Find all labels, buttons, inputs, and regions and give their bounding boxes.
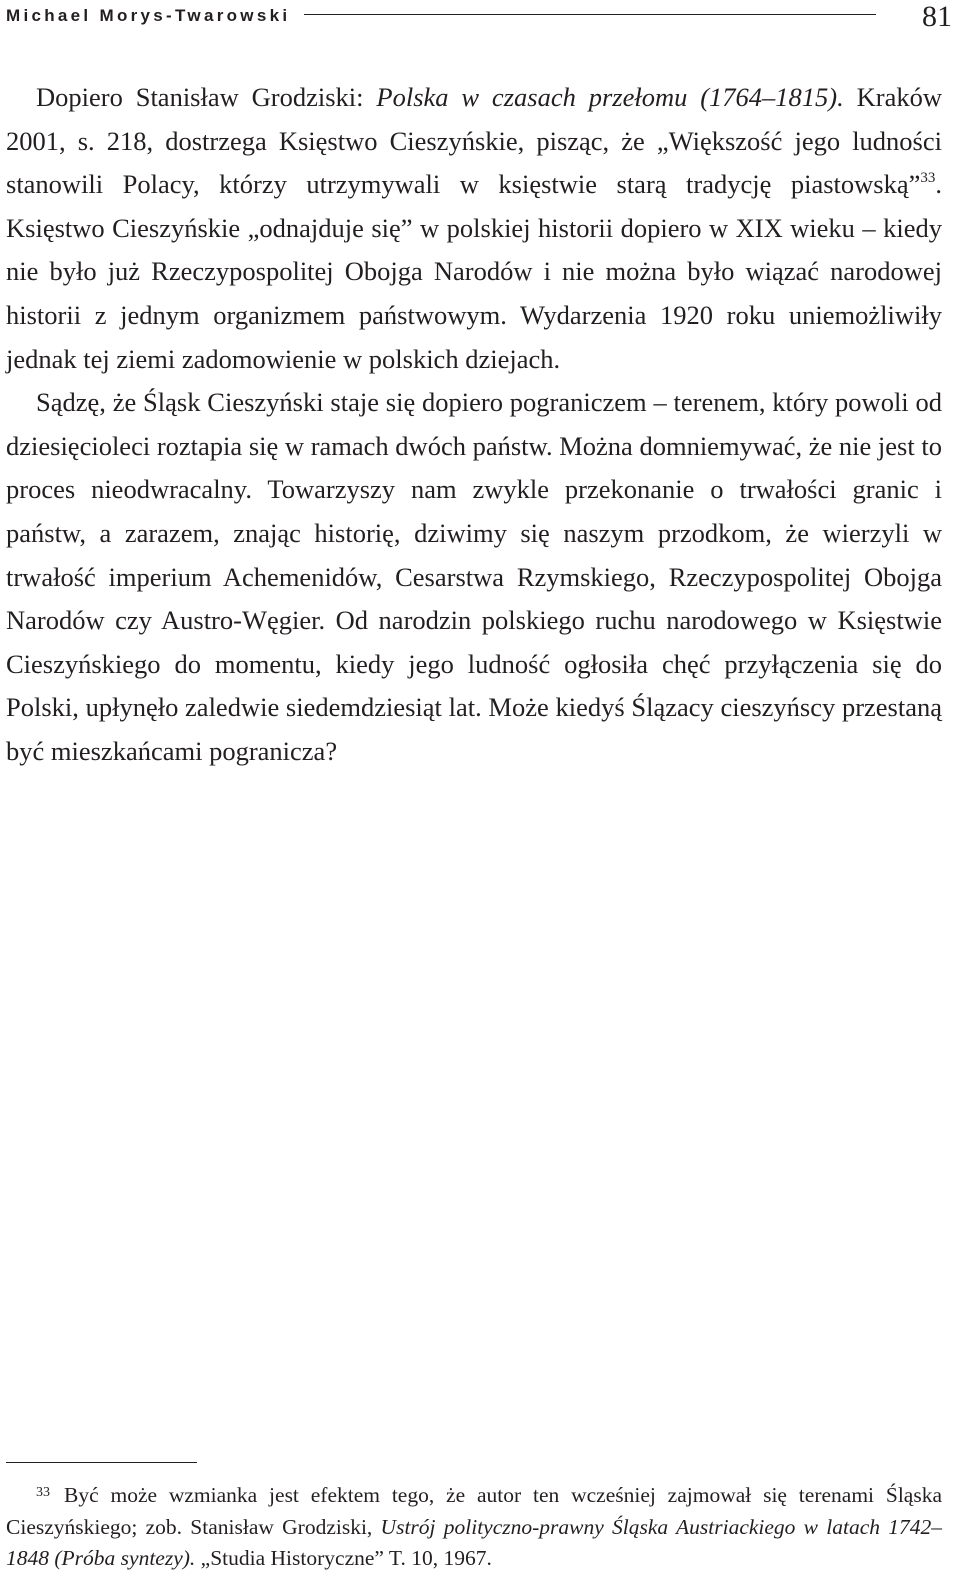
footnote-separator [6, 1462, 197, 1463]
text-run: Być może wzmianka jest efektem tego, że autor ten wcześniej zajmował się terenami Śląska Cieszyńskiego; zob. Stanisław Grodziski, [6, 1483, 942, 1539]
running-head [6, 0, 952, 33]
running-head-rule [304, 14, 876, 15]
footnote-number: 33 [36, 1485, 50, 1500]
page-number: 81 [922, 0, 952, 33]
text-run: „Studia Historyczne” T. 10, 1967. [195, 1546, 492, 1570]
paragraph [6, 381, 942, 773]
book-title: Polska w czasach przełomu (1764–1815). [376, 82, 844, 112]
paragraph [6, 76, 942, 381]
footnote-reference[interactable]: 33 [920, 170, 936, 187]
text-run: . Księstwo Cieszyńskie „odnajduje się” w polskiej historii dopiero w XIX wieku – kiedy nie było już Rzeczypospolitej Obojga Narodów i nie można było wiązać narodowej historii z jednym organizmem państwowym. Wydarzenia 1920 roku uniemożliwiły jednak tej ziemi zadomowienie w polskich dziejach. [6, 169, 942, 374]
text-run: Kraków 2001, s. 218, dostrzega Księstwo Cieszyńskie, pisząc, że „Większość jego ludności stanowili Polacy, którzy utrzymywali w księstwie starą tradycję piastowską” [6, 82, 942, 200]
running-head-author: Michael Morys-Twarowski [6, 6, 291, 25]
cited-title: Ustrój polityczno-prawny Śląska Austriackiego w latach 1742–1848 (Próba syntezy). [6, 1514, 942, 1570]
body-text [6, 76, 942, 774]
text-run: Sądzę, że Śląsk Cieszyński staje się dopiero pograniczem – terenem, który powoli od dziesięcioleci roztapia się w ramach dwóch państw. Można domniemywać, że nie jest to proces nieodwracalny. Towarzyszy nam zwykle przekonanie o trwałości granic i państw, a zarazem, znając historię, dziwimy się naszym przodkom, że wierzyli w trwałość imperium Achemenidów, Cesarstwa Rzymskiego, Rzeczypospolitej Obojga Narodów czy Austro-Węgier. Od narodzin polskiego ruchu narodowego w Księstwie Cieszyńskiego do momentu, kiedy jego ludność ogłosiła chęć przyłączenia się do Polski, upłynęło zaledwie siedemdziesiąt lat. Może kiedyś Ślązacy cieszyńscy przestaną być mieszkańcami pogranicza? [6, 387, 942, 766]
footnote [6, 1480, 942, 1575]
text-run: Dopiero Stanisław Grodziski: [36, 82, 377, 112]
